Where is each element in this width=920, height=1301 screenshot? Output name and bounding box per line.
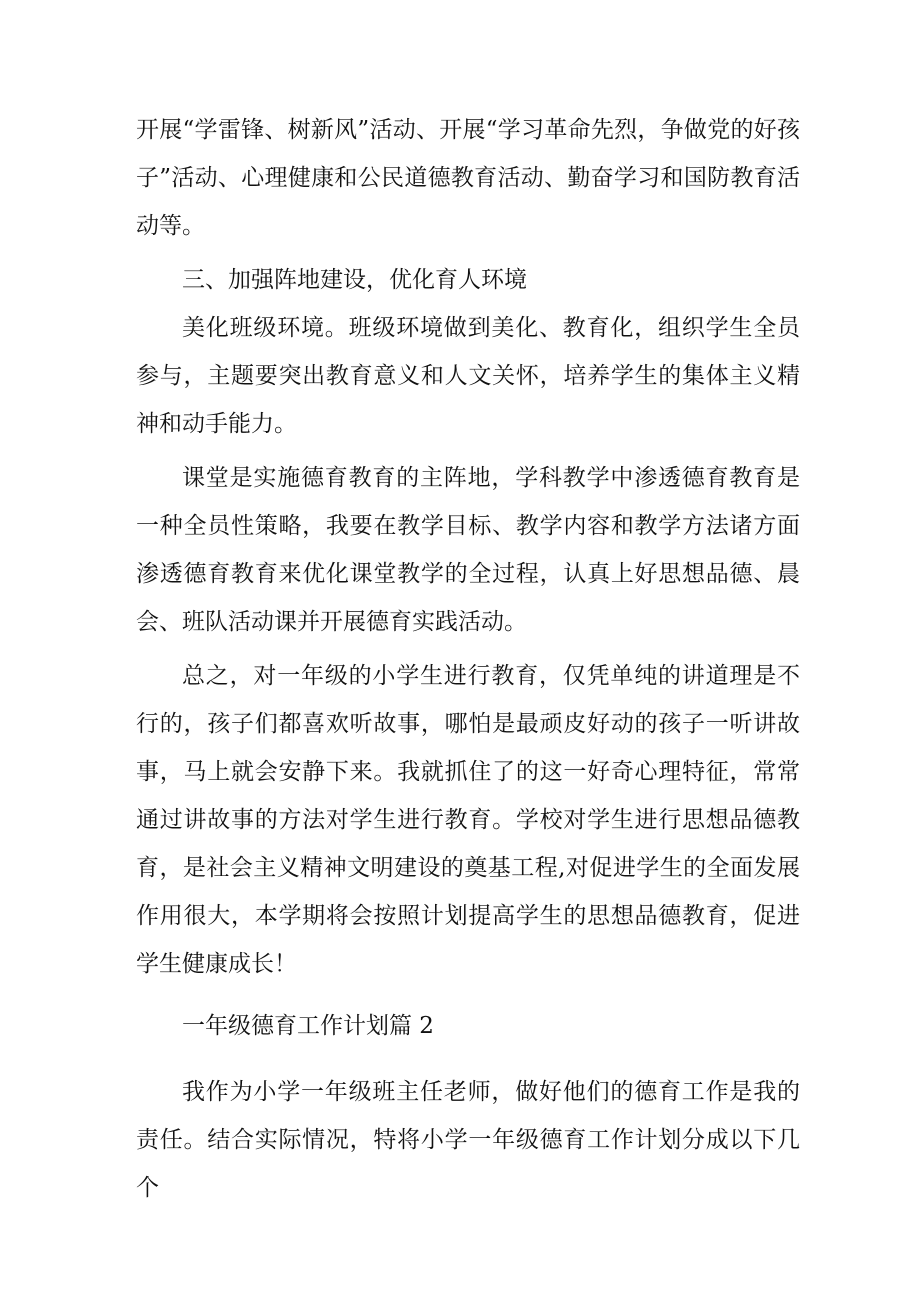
document-body [136,106,800,1212]
plan-title-part-2: 一年级德育工作计划篇 2 [182,1013,434,1039]
paragraph-classroom: 课堂是实施德育教育的主阵地，学科教学中渗透德育教育是一种全员性策略，我要在教学目标、教学内容和教学方法诸方面渗透德育教育来优化课堂教学的全过程，认真上好思想品德、晨会、班队活动课并开展德育实践活动。 [136,465,800,635]
paragraph-activities: 开展“学雷锋、树新风”活动、开展“学习革命先烈，争做党的好孩子”活动、心理健康和公民道德教育活动、勤奋学习和国防教育活动等。 [136,117,800,239]
section-heading-three: 三、加强阵地建设，优化育人环境 [182,267,527,293]
paragraph-intro-part-2: 我作为小学一年级班主任老师，做好他们的德育工作是我的责任。结合实际情况，特将小学一年级德育工作计划分成以下几个 [136,1079,800,1201]
paragraph-class-environment: 美化班级环境。班级环境做到美化、教育化，组织学生全员参与，主题要突出教育意义和人文关怀，培养学生的集体主义精神和动手能力。 [136,315,800,437]
paragraph-summary: 总之，对一年级的小学生进行教育，仅凭单纯的讲道理是不行的，孩子们都喜欢听故事，哪怕是最顽皮好动的孩子一听讲故事，马上就会安静下来。我就抓住了的这一好奇心理特征，常常通过讲故事的方法对学生进行教育。学校对学生进行思想品德教育，是社会主义精神文明建设的奠基工程,对促进学生的全面发展作用很大，本学期将会按照计划提高学生的思想品德教育，促进学生健康成长！ [136,663,800,977]
